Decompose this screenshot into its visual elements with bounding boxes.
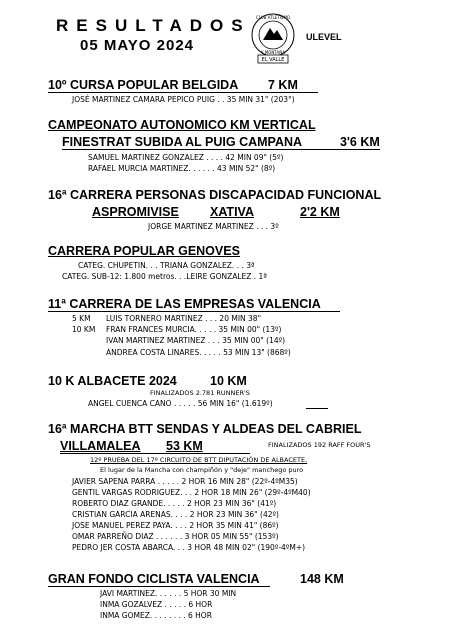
section-distance: 10 KM [210, 374, 247, 388]
section-subtitle: ASPROMIVISE [92, 205, 179, 219]
title-underline [62, 149, 380, 150]
section-subtitle: FINESTRAT SUBIDA AL PUIG CAMPANA [62, 135, 303, 149]
distance-label: 10 KM [72, 325, 96, 334]
row-underline [306, 408, 328, 409]
club-logo [246, 10, 300, 64]
result-row: ANDREA COSTA LINARES. . . . . 53 MIN 13" (868º) [106, 348, 291, 357]
section-distance: 2'2 KM [300, 205, 340, 219]
section-title: CARRERA POPULAR GENOVES [48, 244, 240, 258]
section-city: XATIVA [210, 205, 254, 219]
section-title: 10º CURSA POPULAR BELGIDA [48, 78, 239, 92]
result-row: JAVIER SAPENA PARRA . . . . . 2 HOR 16 MIN 28" (22º-4ºM35) [72, 477, 298, 486]
result-row: CATEG. CHUPETIN. . . TRIANA GONZALEZ. . . 3ª [78, 261, 255, 270]
section-distance: 53 KM [166, 439, 203, 453]
level-brand: ULEVEL [306, 32, 342, 42]
result-row: FRAN FRANCES MURCIA. . . . . 35 MIN 00" (13º) [106, 325, 282, 334]
section-distance: 7 KM [268, 78, 298, 92]
result-row: RAFAEL MURCIA MARTINEZ. . . . . . 43 MIN 52" (8º) [88, 164, 276, 173]
result-row: PEDRO JER COSTA ABARCA. . . 3 HOR 48 MIN 02" (190º-4ºM+) [72, 543, 306, 552]
header [0, 10, 450, 66]
title-underline [48, 311, 340, 312]
section-title: 16ª MARCHA BTT SENDAS Y ALDEAS DEL CABRIEL [48, 422, 362, 436]
section-title: 16ª CARRERA PERSONAS DISCAPACIDAD FUNCIONAL [48, 188, 382, 202]
result-row: CRISTIAN GARCIA ARENAS. . . . 2 HOR 23 MIN 36" (42º) [72, 510, 279, 519]
result-row: JORGE MARTINEZ MARTINEZ . . . 3º [148, 222, 279, 231]
result-row: SAMUEL MARTINEZ GONZALEZ . . . . 42 MIN 09" (5º) [88, 153, 284, 162]
svg-text:EL VALLE: EL VALLE [261, 57, 285, 63]
svg-text:CLUB ATLETISMO: CLUB ATLETISMO [255, 15, 291, 20]
page-title: RESULTADOS [56, 16, 251, 35]
result-row: JOSE MANUEL PEREZ PAYA. . . . 2 HOR 35 MIN 41" (86º) [72, 521, 279, 530]
result-row: ROBERTO DIAZ GRANDE. . . . . 2 HOR 23 MIN 36" (41º) [72, 499, 277, 508]
page-date: 05 MAYO 2024 [80, 37, 195, 54]
tagline-note: El lugar de la Mancha con champiñón y "deje" manchego puro [100, 466, 304, 474]
finishers-note: FINALIZADOS 192 RAFF FOUR'S [268, 441, 371, 449]
section-subtitle: VILLAMALEA [60, 439, 141, 453]
result-row: IVAN MARTINEZ MARTINEZ . . . 35 MIN 00" (14º) [106, 336, 286, 345]
section-distance: 3'6 KM [340, 135, 380, 149]
title-underline [60, 453, 250, 454]
title-underline [48, 92, 318, 93]
result-row: JAVI MARTINEZ. . . . . . 5 HOR 30 MIN [100, 589, 237, 598]
distance-label: 5 KM [72, 314, 91, 323]
title-underline [48, 586, 270, 587]
section-title: GRAN FONDO CICLISTA VALENCIA [48, 572, 260, 586]
result-row: LUIS TORNERO MARTINEZ . . . 20 MIN 38" [106, 314, 262, 323]
section-title: CAMPEONATO AUTONOMICO KM VERTICAL [48, 118, 316, 132]
result-row: ANGEL CUENCA CANO . . . . . 56 MIN 16" (1.619º) [88, 399, 273, 408]
finishers-note: FINALIZADOS 2.781 RUNNER'S [150, 389, 250, 397]
section-title: 11ª CARRERA DE LAS EMPRESAS VALENCIA [48, 297, 321, 311]
result-row: OMAR PARREÑO DIAZ . . . . . . 3 HOR 05 MIN 55" (153º) [72, 532, 279, 541]
section-distance: 148 KM [300, 572, 344, 586]
result-row: GENTIL VARGAS RODRIGUEZ. . . 2 HOR 18 MIN 26" (29º-4ºM40) [72, 488, 311, 497]
result-row: INMA GOMEZ. . . . . . . . 6 HOR [100, 611, 212, 620]
result-row: INMA GOZALVEZ . . . . . 6 HOR [100, 600, 213, 609]
result-row: CATEG. SUB-12: 1.800 metros. . .LEIRE GONZALEZ . 1ª [62, 272, 267, 281]
section-title: 10 K ALBACETE 2024 [48, 374, 177, 388]
svg-text:Y MONTAÑA: Y MONTAÑA [261, 50, 285, 55]
result-row: JOSÉ MARTINEZ CAMARA PEPICO PUIG . . 35 MIN 31" (203°) [72, 95, 295, 104]
circuit-note: 12º PRUEBA DEL 17º CIRCUITO DE BTT DIPUTACIÓN DE ALBACETE. [90, 456, 308, 464]
